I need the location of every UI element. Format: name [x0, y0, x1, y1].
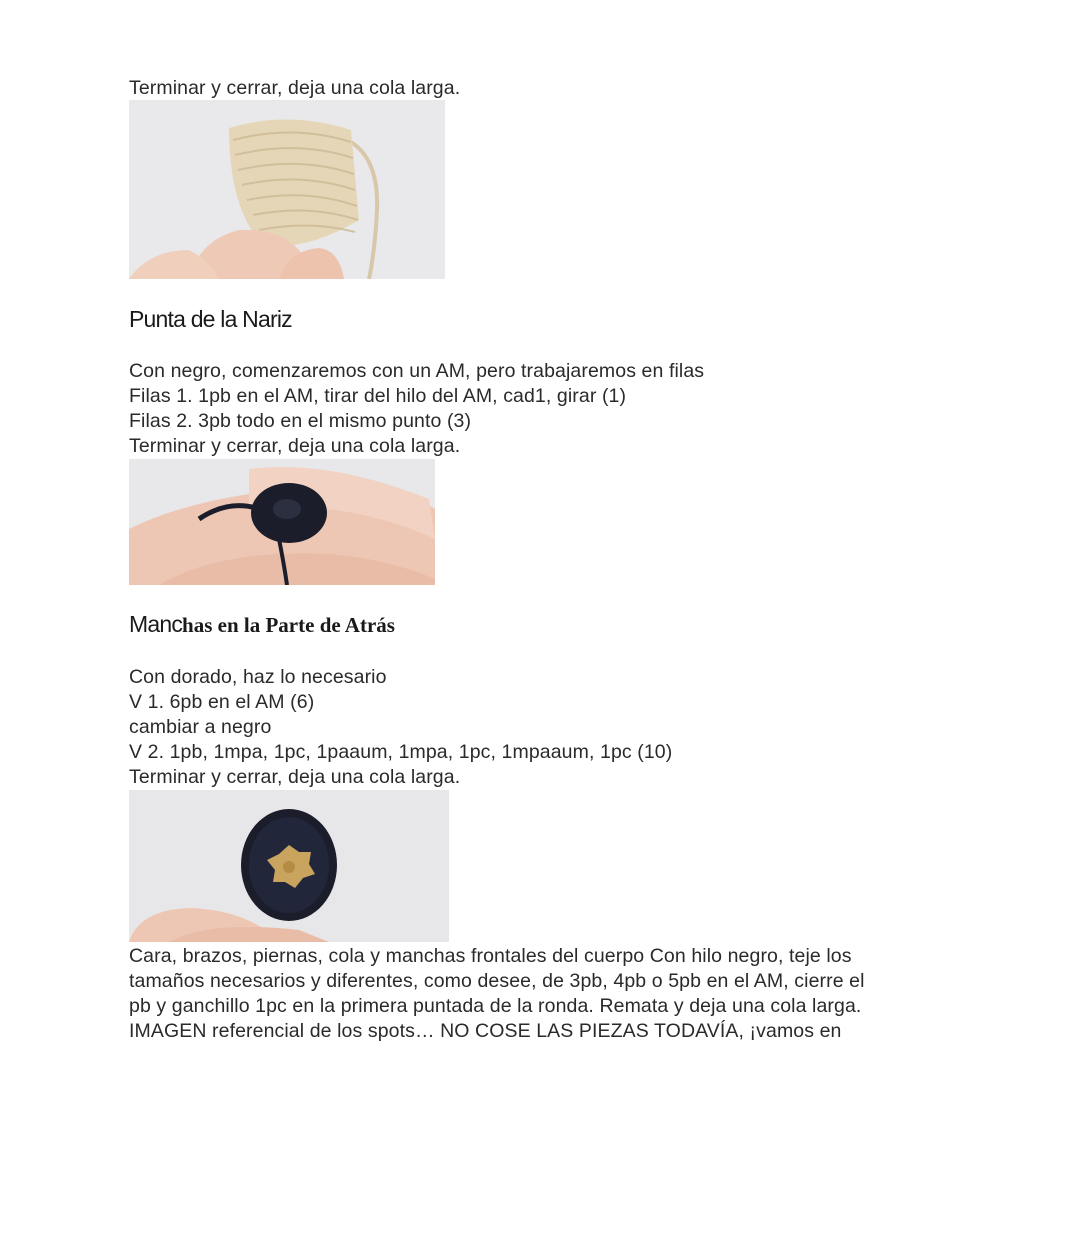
paragraph-line: IMAGEN referencial de los spots… NO COSE LAS PIEZAS TODAVÍA, ¡vamos en — [129, 1020, 842, 1042]
paragraph-line: Filas 1. 1pb en el AM, tirar del hilo del AM, cad1, girar (1) — [129, 385, 627, 407]
paragraph-line: Terminar y cerrar, deja una cola larga. — [129, 435, 461, 457]
beige-crochet-piece-photo — [129, 100, 445, 279]
title-part-sans: Manc — [129, 611, 183, 637]
paragraph-line: pb y ganchillo 1pc en la primera puntada de la ronda. Remata y deja una cola larga. — [129, 995, 862, 1017]
paragraph-line: Terminar y cerrar, deja una cola larga. — [129, 77, 461, 99]
section-title-back-spots — [129, 611, 395, 638]
black-nose-tip-photo — [129, 459, 435, 585]
paragraph-line: Filas 2. 3pb todo en el mismo punto (3) — [129, 410, 472, 432]
paragraph-line: Terminar y cerrar, deja una cola larga. — [129, 766, 461, 788]
section-title-nose-tip: Punta de la Nariz — [129, 306, 292, 332]
title-part-serif: has en la Parte de Atrás — [182, 613, 395, 637]
paragraph-line: cambiar a negro — [129, 716, 272, 738]
paragraph-line: V 2. 1pb, 1mpa, 1pc, 1paaum, 1mpa, 1pc, 1mpaaum, 1pc (10) — [129, 741, 673, 763]
spot-piece-photo — [129, 790, 449, 942]
paragraph-line: V 1. 6pb en el AM (6) — [129, 691, 315, 713]
paragraph-line: Con dorado, haz lo necesario — [129, 666, 387, 688]
paragraph-line: Con negro, comenzaremos con un AM, pero trabajaremos en filas — [129, 360, 705, 382]
paragraph-line: tamaños necesarios y diferentes, como desee, de 3pb, 4pb o 5pb en el AM, cierre el — [129, 970, 865, 992]
paragraph-line: Cara, brazos, piernas, cola y manchas frontales del cuerpo Con hilo negro, teje los — [129, 945, 852, 967]
